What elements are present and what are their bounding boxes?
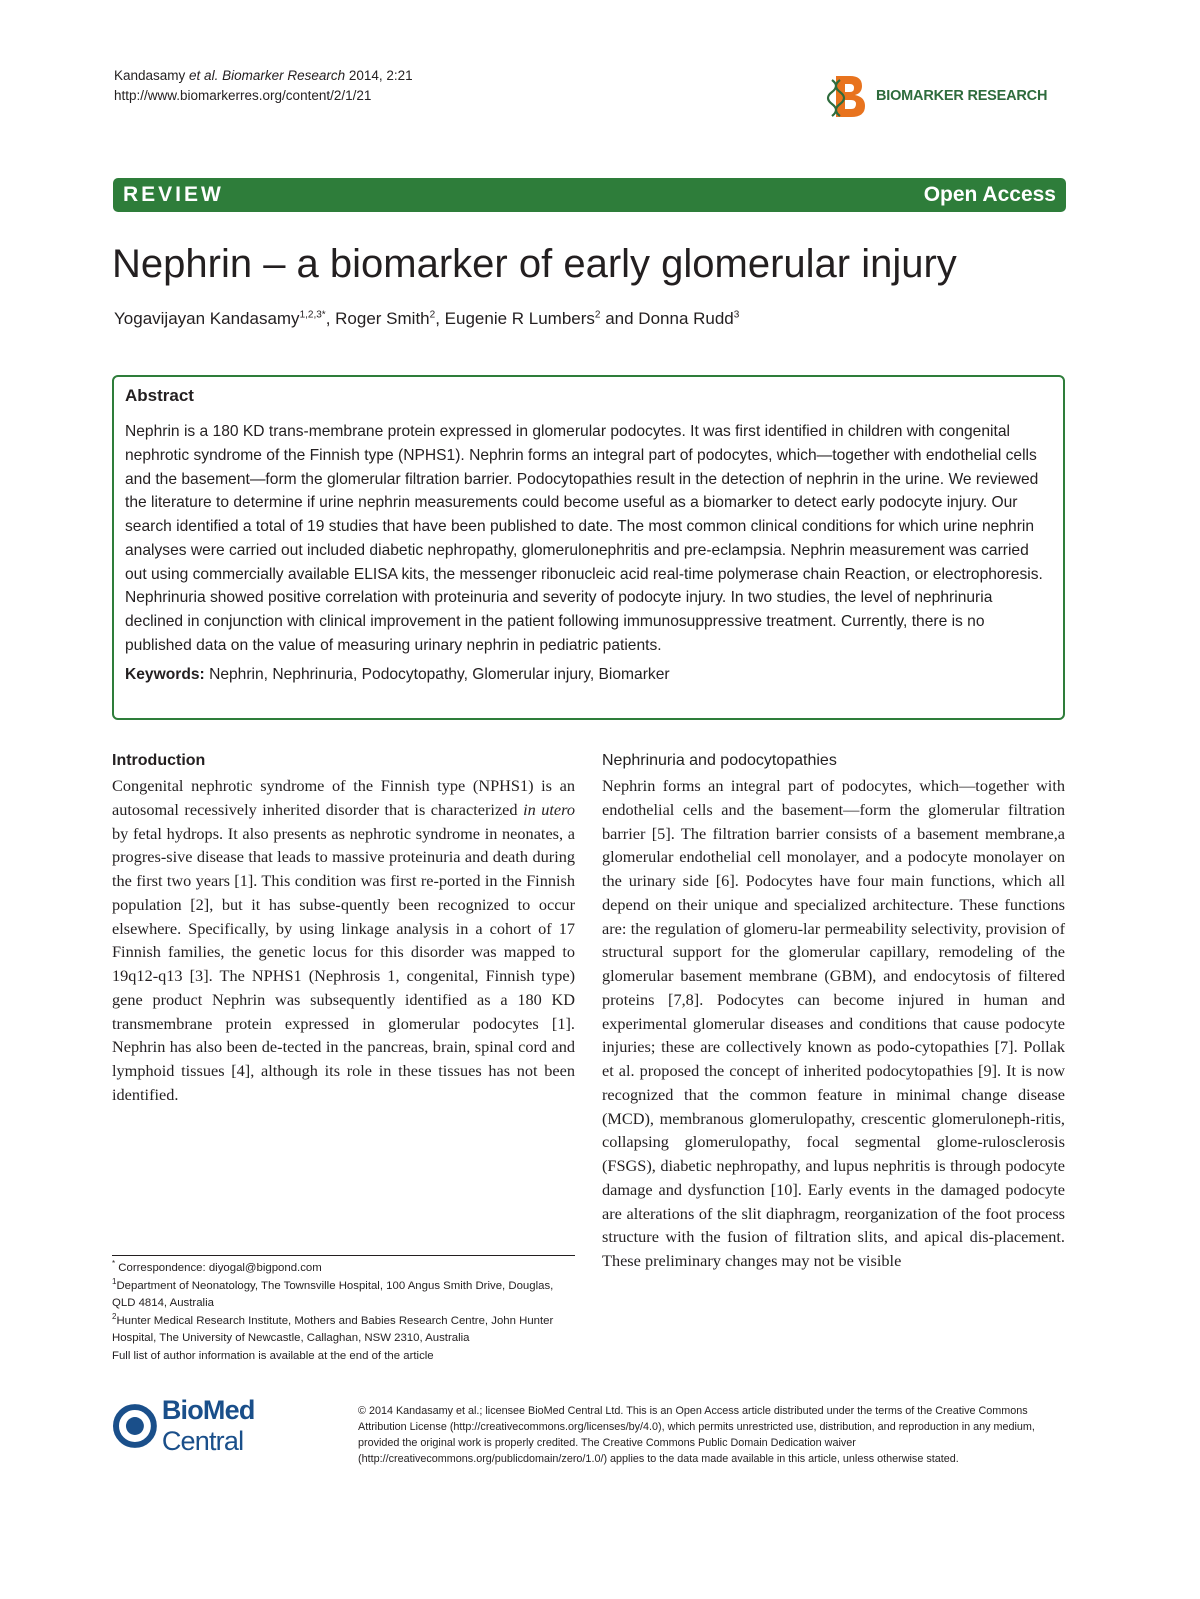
author-name: Eugenie R Lumbers bbox=[444, 309, 595, 328]
biomed-central-ring-icon bbox=[112, 1403, 158, 1449]
abstract-heading: Abstract bbox=[125, 386, 194, 405]
author-affiliation: 2 bbox=[594, 309, 601, 321]
footnote-mark: 1 bbox=[112, 1276, 117, 1286]
keywords-label: Keywords: bbox=[125, 665, 205, 683]
author-name: Donna Rudd bbox=[638, 309, 734, 328]
author-affiliation: 3 bbox=[733, 309, 740, 321]
citation-volume: 2014, 2:21 bbox=[345, 68, 413, 83]
citation-journal: et al. Biomarker Research bbox=[189, 68, 346, 83]
article-title: Nephrin – a biomarker of early glomerular injury bbox=[112, 242, 957, 286]
article-type-label: REVIEW bbox=[123, 183, 224, 206]
abstract-box bbox=[112, 375, 1065, 720]
author-separator: and bbox=[600, 309, 639, 328]
author-separator: , bbox=[435, 309, 445, 328]
introduction-text-part: by fetal hydrops. It also presents as nephrotic syndrome in neonates, a progres-sive disease that leads to massive proteinuria and death during the first two years [1]. This condition was first re-ported in the Finnish population [2], but it has subse-quently been recognized to occur elsewhere. Specifically, by using linkage analysis in a cohort of 17 Finnish families, the genetic locus for this disorder was mapped to 19q12-q13 [3]. The NPHS1 (Nephrosis 1, congenital, Finnish type) gene product Nephrin was subsequently identified as a 180 KD transmembrane protein expressed in glomerular podocytes [1]. Nephrin has also been de-tected in the pancreas, brain, spinal cord and lymphoid tissues [4], although its role in these tissues has not been identified. bbox=[112, 823, 575, 1104]
biomed-central-wordmark-rest: Central bbox=[161, 1426, 244, 1456]
introduction-text-italic: in utero bbox=[523, 799, 575, 819]
abstract-text: Nephrin is a 180 KD trans-membrane protein expressed in glomerular podocytes. It was first identified in children with congenital nephrotic syndrome of the Finnish type (NPHS1). Nephrin forms an integral part of podocytes, which—together with endothelial cells and the basement—form the glomerular filtration barrier. Podocytopathies result in the detection of nephrin in the urine. We reviewed the literature to determine if urine nephrin measurements could become useful as a biomarker to detect early podocyte injury. Our search identified a total of 19 studies that have been published to date. The most common clinical conditions for which urine nephrin analyses were carried out included diabetic nephropathy, glomerulonephritis and pre-eclampsia. Nephrin measurement was carried out using commercially available ELISA kits, the messenger ribonucleic acid real-time polymerase chain Reaction, or electrophoresis. Nephrinuria showed positive correlation with proteinuria and severity of podocyte injury. In two studies, the level of nephrinuria declined in conjunction with clinical improvement in the patient following immunosuppressive treatment. Currently, there is no published data on the value of measuring urinary nephrin in pediatric patients. bbox=[125, 423, 1043, 654]
keywords bbox=[125, 664, 1052, 686]
author-affiliation: 1,2,3* bbox=[299, 309, 326, 321]
journal-logo-text: BIOMARKER RESEARCH bbox=[876, 88, 1048, 104]
open-access-label: Open Access bbox=[923, 183, 1056, 206]
correspondence-email[interactable]: Correspondence: diyogal@bigpond.com bbox=[115, 1262, 322, 1274]
affiliation-text: Department of Neonatology, The Townsville Hospital, 100 Angus Smith Drive, Douglas, QLD 4814, Australia bbox=[112, 1279, 554, 1309]
keywords-list: Nephrin, Nephrinuria, Podocytopathy, Glomerular injury, Biomarker bbox=[204, 665, 670, 683]
license-statement: © 2014 Kandasamy et al.; licensee BioMed Central Ltd. This is an Open Access article distributed under the terms of the Creative Commons Attribution License (http://creativecommons.org/licenses/by/4.0), which permits unrestricted use, distribution, and reproduction in any medium, provided the original work is properly credited. The Creative Commons Public Domain Dedication waiver (http://creativecommons.org/publicdomain/zero/1.0/) applies to the data made available in this article, unless otherwise stated. bbox=[358, 1405, 1035, 1465]
introduction-text-part: Congenital nephrotic syndrome of the Finnish type (NPHS1) is an autosomal recessively inherited disorder that is characterized bbox=[112, 776, 575, 819]
introduction-heading: Introduction bbox=[112, 752, 206, 769]
footnote-mark: * bbox=[112, 1259, 116, 1269]
section-heading-nephrinuria: Nephrinuria and podocytopathies bbox=[602, 752, 837, 769]
correspondence-note bbox=[112, 1260, 575, 1278]
biomarker-b-icon bbox=[826, 72, 874, 120]
introduction-text bbox=[112, 774, 575, 1107]
footnotes bbox=[112, 1260, 575, 1365]
section-text-nephrinuria: Nephrin forms an integral part of podocytes, which—together with endothelial cells and the basement—form the glomerular filtration barrier [5]. The filtration barrier consists of a basement membrane,a glomerular endothelial cell monolayer, and a podocyte monolayer on the urinary side [6]. Podocytes have four main functions, which all depend on their unique and specialized architecture. These functions are: the regulation of glomeru-lar permeability selectivity, provision of structural support for the glomerular capillary, remodeling of the glomerular basement membrane (GBM), and endocytosis of filtered proteins [7,8]. Podocytes can become injured in human and experimental glomerular diseases and conditions that cause podocyte injuries; these are collectively known as podo-cytopathies [7]. Pollak et al. proposed the concept of inherited podocytopathies [9]. It is now recognized that the common feature in minimal change disease (MCD), membranous glomerulopathy, crescentic glomeruloneph-ritis, collapsing glomerulopathy, focal segmental glome-rulosclerosis (FSGS), diabetic nephropathy, and lupus nephritis is through podocyte damage and dysfunction [10]. Early events in the damaged podocyte are alterations of the slit diaphragm, reorganization of the foot process structure with the fusion of filtration slits, and apical dis-placement. These preliminary changes may not be visible bbox=[602, 776, 1065, 1270]
author-separator: , bbox=[325, 309, 336, 328]
author-list bbox=[114, 306, 739, 332]
author-name: Yogavijayan Kandasamy bbox=[114, 309, 300, 328]
journal-logo bbox=[826, 70, 1071, 122]
footnote-divider bbox=[112, 1255, 575, 1256]
biomed-central-logo bbox=[112, 1395, 342, 1456]
biomed-central-wordmark bbox=[162, 1395, 342, 1457]
footnote-mark: 2 bbox=[112, 1311, 117, 1321]
affiliation-text: Hunter Medical Research Institute, Mothers and Babies Research Centre, John Hunter Hospital, The University of Newcastle, Callaghan, NSW 2310, Australia bbox=[112, 1314, 554, 1344]
full-author-info-note: Full list of author information is available at the end of the article bbox=[112, 1349, 434, 1362]
author-name: Roger Smith bbox=[335, 309, 430, 328]
article-url[interactable]: http://www.biomarkerres.org/content/2/1/21 bbox=[114, 88, 372, 103]
citation-header bbox=[114, 66, 413, 106]
citation-authors: Kandasamy bbox=[114, 68, 190, 83]
affiliation-note bbox=[112, 1313, 575, 1348]
author-affiliation: 2 bbox=[429, 309, 436, 321]
left-column bbox=[112, 748, 575, 1107]
citation-line bbox=[114, 66, 413, 86]
affiliation-note bbox=[112, 1278, 575, 1313]
biomed-central-wordmark-bold: BioMed bbox=[161, 1395, 255, 1425]
article-type-banner bbox=[113, 178, 1066, 212]
right-column bbox=[602, 748, 1065, 1273]
